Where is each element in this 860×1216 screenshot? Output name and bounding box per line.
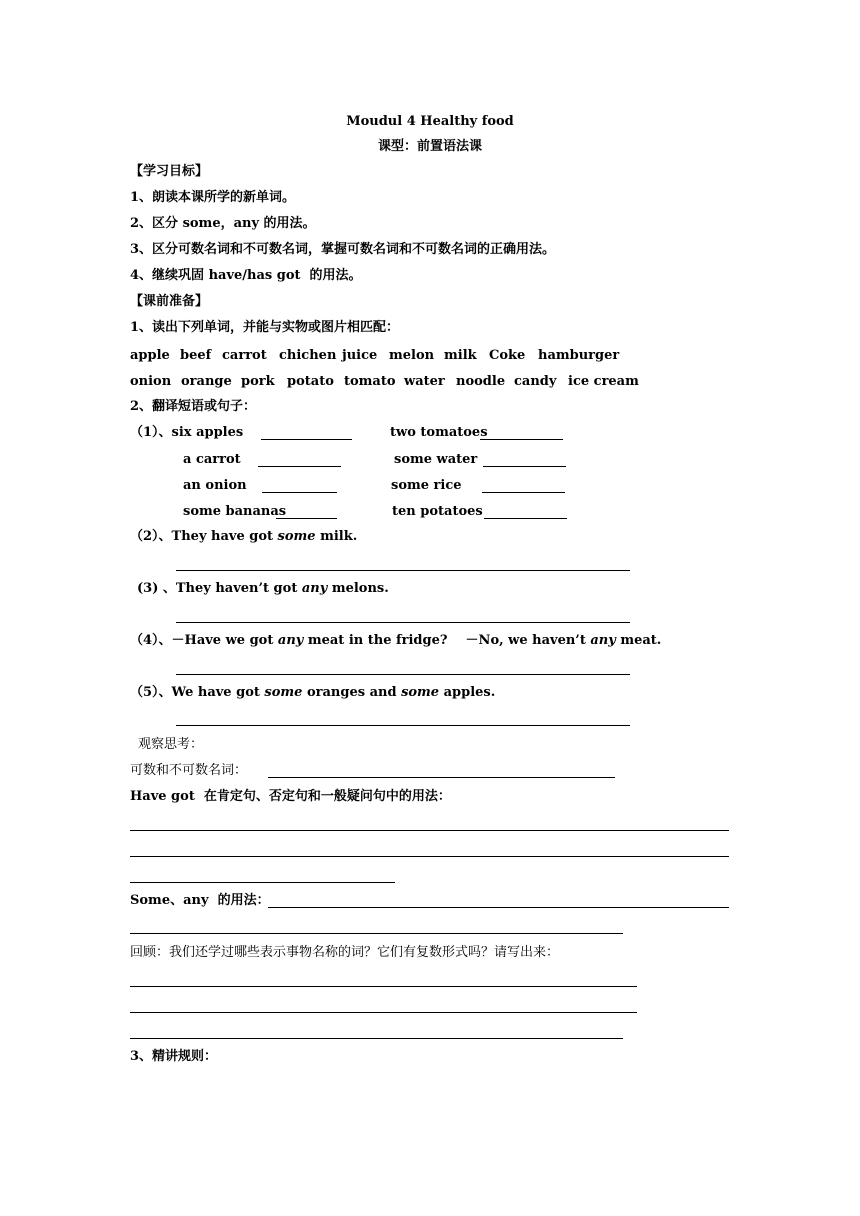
word: pork [241, 374, 275, 389]
phrase: an onion [183, 478, 247, 493]
goal-item: 2、区分 some，any 的用法。 [130, 216, 316, 231]
phrase: ten potatoes [392, 504, 483, 519]
word: juice [342, 348, 378, 363]
word: apple [130, 348, 170, 363]
answer-line[interactable] [130, 830, 729, 831]
answer-blank[interactable] [276, 518, 337, 519]
answer-line[interactable] [268, 907, 729, 908]
answer-line[interactable] [130, 933, 623, 934]
word: melon [389, 348, 435, 363]
answer-blank[interactable] [480, 439, 563, 440]
answer-blank[interactable] [262, 492, 337, 493]
answer-line[interactable] [130, 882, 395, 883]
goals-heading: 【学习目标】 [130, 164, 209, 179]
goal-item: 1、朗读本课所学的新单词。 [130, 190, 296, 205]
page-subtitle: 课型：前置语法课 [377, 139, 482, 154]
sentence-4: （4）、－Have we got any meat in the fridge? －No, we haven’t any meat. [130, 633, 662, 648]
prep-question-2: 2、翻译短语或句子： [130, 399, 257, 414]
phrase: some water [394, 452, 478, 467]
phrase: two tomatoes [390, 425, 488, 440]
word: hamburger [538, 348, 620, 363]
some-any-label: Some、any 的用法： [130, 893, 270, 908]
phrase: some bananas [183, 504, 287, 519]
answer-blank[interactable] [484, 518, 567, 519]
phrase: some rice [391, 478, 462, 493]
answer-blank[interactable] [258, 466, 341, 467]
observe-heading: 观察思考： [138, 737, 204, 752]
answer-blank[interactable] [261, 439, 352, 440]
review-label: 回顾：我们还学过哪些表示事物名称的词？它们有复数形式吗？请写出来： [130, 945, 560, 960]
word: orange [181, 374, 232, 389]
answer-line[interactable] [268, 777, 615, 778]
word: beef [180, 348, 212, 363]
countable-label: 可数和不可数名词： [130, 763, 248, 778]
word: milk [444, 348, 477, 363]
phrase-label: （1）、six apples [130, 425, 244, 440]
answer-line[interactable] [130, 856, 729, 857]
sentence-5: （5）、We have got some oranges and some apples. [130, 685, 496, 700]
prep-heading: 【课前准备】 [130, 294, 209, 309]
answer-line[interactable] [130, 1012, 637, 1013]
answer-line[interactable] [130, 1038, 623, 1039]
answer-blank[interactable] [482, 492, 565, 493]
have-got-label: Have got 在肯定句、否定句和一般疑问句中的用法： [130, 789, 451, 804]
rules-heading: 3、精讲规则： [130, 1049, 218, 1064]
word: carrot [222, 348, 267, 363]
answer-line[interactable] [176, 674, 630, 675]
word: potato [287, 374, 334, 389]
word: chichen [279, 348, 337, 363]
word: water [404, 374, 445, 389]
word: ice cream [568, 374, 639, 389]
answer-line[interactable] [176, 570, 630, 571]
answer-line[interactable] [130, 986, 637, 987]
sentence-3: (3) 、They haven’t got any melons. [137, 581, 389, 596]
word: tomato [344, 374, 396, 389]
phrase: a carrot [183, 452, 241, 467]
answer-line[interactable] [176, 725, 630, 726]
prep-question-1: 1、读出下列单词，并能与实物或图片相匹配： [130, 320, 400, 335]
word: candy [514, 374, 557, 389]
answer-line[interactable] [176, 622, 630, 623]
goal-item: 3、区分可数名词和不可数名词，掌握可数名词和不可数名词的正确用法。 [130, 242, 556, 257]
answer-blank[interactable] [483, 466, 566, 467]
word: onion [130, 374, 172, 389]
goal-item: 4、继续巩固 have/has got 的用法。 [130, 268, 362, 283]
page-title: Moudul 4 Healthy food [346, 114, 514, 129]
word: noodle [456, 374, 506, 389]
word: Coke [489, 348, 526, 363]
sentence-2: （2）、They have got some milk. [130, 529, 358, 544]
